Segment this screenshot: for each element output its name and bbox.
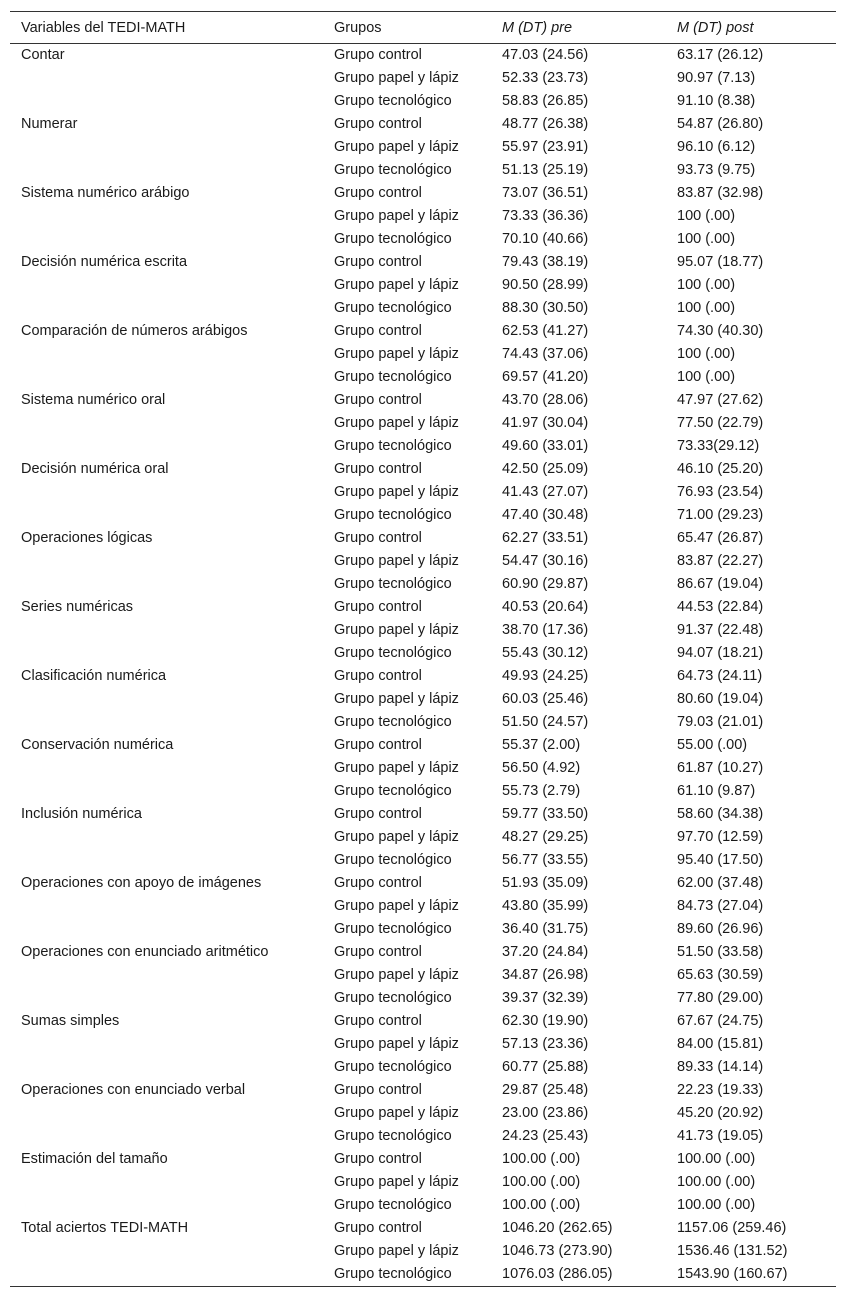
table-row [10,573,836,596]
table-row [10,504,836,527]
variable-name-cell [10,1263,323,1287]
pre-value-cell: 48.77 (26.38) [502,116,589,132]
pre-value-cell: 73.33 (36.36) [502,208,589,224]
table-row [10,803,836,826]
variable-name-cell: Operaciones con apoyo de imágenes [21,875,262,891]
post-value-cell: 100.00 (.00) [677,1197,756,1213]
post-value-cell: 91.37 (22.48) [677,622,764,638]
pre-value-cell: 1046.73 (273.90) [502,1243,613,1259]
pre-value-cell: 41.97 (30.04) [502,415,589,431]
table-row [10,941,836,964]
variable-name-cell [10,1125,323,1148]
post-value-cell: 90.97 (7.13) [677,70,756,86]
pre-value-cell: 48.27 (29.25) [502,829,589,845]
group-cell: Grupo papel y lápiz [334,1105,459,1121]
table-row [10,849,836,872]
group-cell: Grupo control [334,1220,422,1236]
pre-value-cell: 41.43 (27.07) [502,484,589,500]
group-cell: Grupo tecnológico [334,714,452,730]
group-cell: Grupo papel y lápiz [334,691,459,707]
post-value-cell: 1157.06 (259.46) [677,1220,787,1236]
group-cell: Grupo papel y lápiz [334,967,459,983]
post-value-cell: 97.70 (12.59) [677,829,764,845]
table-row [10,895,836,918]
table-row [10,389,836,412]
variable-name-cell: Numerar [21,116,78,132]
pre-value-cell: 51.93 (35.09) [502,875,589,891]
table-row [10,550,836,573]
post-value-cell: 95.07 (18.77) [677,254,764,270]
table-header [10,12,836,44]
group-cell: Grupo papel y lápiz [334,829,459,845]
variable-name-cell: Operaciones con enunciado verbal [21,1082,246,1098]
table-row [10,90,836,113]
variable-name-cell [10,481,323,504]
table-row [10,1171,836,1194]
group-cell: Grupo tecnológico [334,1266,452,1282]
post-value-cell: 100 (.00) [677,277,736,293]
variable-name-cell [10,1194,323,1217]
variable-name-cell: Comparación de números arábigos [21,323,248,339]
group-cell: Grupo control [334,875,422,891]
header-variable: Variables del TEDI-MATH [21,19,186,36]
post-value-cell: 1543.90 (160.67) [677,1266,788,1282]
group-cell: Grupo papel y lápiz [334,1036,459,1052]
pre-value-cell: 58.83 (26.85) [502,93,589,109]
post-value-cell: 74.30 (40.30) [677,323,764,339]
table-row [10,826,836,849]
post-value-cell: 89.60 (26.96) [677,921,764,937]
variable-name-cell [10,1102,323,1125]
group-cell: Grupo papel y lápiz [334,70,459,86]
pre-value-cell: 56.77 (33.55) [502,852,589,868]
variable-name-cell [10,159,323,182]
post-value-cell: 41.73 (19.05) [677,1128,764,1144]
variable-name-cell [10,619,323,642]
post-value-cell: 77.50 (22.79) [677,415,764,431]
group-cell: Grupo tecnológico [334,507,452,523]
variable-name-cell [10,67,323,90]
pre-value-cell: 60.90 (29.87) [502,576,589,592]
post-value-cell: 61.87 (10.27) [677,760,764,776]
post-value-cell: 65.63 (30.59) [677,967,764,983]
post-value-cell: 100 (.00) [677,346,736,362]
table-row [10,527,836,550]
variable-name-cell: Operaciones lógicas [21,530,153,546]
pre-value-cell: 55.37 (2.00) [502,737,581,753]
post-value-cell: 94.07 (18.21) [677,645,764,661]
group-cell: Grupo control [334,668,422,684]
variable-name-cell: Series numéricas [21,599,134,615]
group-cell: Grupo control [334,530,422,546]
post-value-cell: 54.87 (26.80) [677,116,764,132]
post-value-cell: 51.50 (33.58) [677,944,764,960]
variable-name-cell [10,849,323,872]
post-value-cell: 47.97 (27.62) [677,392,764,408]
pre-value-cell: 40.53 (20.64) [502,599,589,615]
table-row [10,1033,836,1056]
table-row [10,1079,836,1102]
variable-name-cell: Sistema numérico arábigo [21,185,190,201]
table-row [10,435,836,458]
group-cell: Grupo papel y lápiz [334,622,459,638]
table-row [10,274,836,297]
group-cell: Grupo tecnológico [334,576,452,592]
table-row [10,458,836,481]
post-value-cell: 100 (.00) [677,300,736,316]
table-row [10,596,836,619]
variable-name-cell: Decisión numérica oral [21,461,169,477]
header-post: M (DT) post [677,19,754,36]
pre-value-cell: 100.00 (.00) [502,1174,581,1190]
pre-value-cell: 43.70 (28.06) [502,392,589,408]
table-row [10,205,836,228]
post-value-cell: 89.33 (14.14) [677,1059,764,1075]
post-value-cell: 96.10 (6.12) [677,139,756,155]
variable-name-cell: Decisión numérica escrita [21,254,188,270]
pre-value-cell: 60.77 (25.88) [502,1059,589,1075]
variable-name-cell [10,757,323,780]
variable-name-cell [10,90,323,113]
group-cell: Grupo tecnológico [334,921,452,937]
variable-name-cell [10,780,323,803]
variable-name-cell: Estimación del tamaño [21,1151,168,1167]
variable-name-cell [10,573,323,596]
variable-name-cell [10,274,323,297]
variable-name-cell [10,1240,323,1263]
group-cell: Grupo tecnológico [334,231,452,247]
variable-name-cell [10,1033,323,1056]
post-value-cell: 100.00 (.00) [677,1174,756,1190]
group-cell: Grupo tecnológico [334,93,452,109]
post-value-cell: 100 (.00) [677,208,736,224]
variable-name-cell [10,228,323,251]
post-value-cell: 55.00 (.00) [677,737,748,753]
group-cell: Grupo control [334,1151,422,1167]
pre-value-cell: 38.70 (17.36) [502,622,589,638]
group-cell: Grupo control [334,116,422,132]
group-cell: Grupo control [334,1013,422,1029]
pre-value-cell: 43.80 (35.99) [502,898,589,914]
variable-name-cell: Operaciones con enunciado aritmético [21,944,269,960]
post-value-cell: 79.03 (21.01) [677,714,764,730]
variable-name-cell [10,412,323,435]
variable-name-cell [10,435,323,458]
pre-value-cell: 55.43 (30.12) [502,645,589,661]
table-row [10,1056,836,1079]
post-value-cell: 84.00 (15.81) [677,1036,764,1052]
post-value-cell: 86.67 (19.04) [677,576,764,592]
variable-name-cell [10,205,323,228]
pre-value-cell: 54.47 (30.16) [502,553,589,569]
post-value-cell: 62.00 (37.48) [677,875,764,891]
variable-name-cell [10,895,323,918]
pre-value-cell: 51.50 (24.57) [502,714,589,730]
group-cell: Grupo papel y lápiz [334,415,459,431]
table-row [10,366,836,389]
pre-value-cell: 37.20 (24.84) [502,944,589,960]
pre-value-cell: 69.57 (41.20) [502,369,589,385]
header-pre: M (DT) pre [502,19,573,36]
pre-value-cell: 36.40 (31.75) [502,921,589,937]
group-cell: Grupo tecnológico [334,645,452,661]
group-cell: Grupo tecnológico [334,162,452,178]
post-value-cell: 61.10 (9.87) [677,783,756,799]
post-value-cell: 65.47 (26.87) [677,530,764,546]
variable-name-cell [10,642,323,665]
group-cell: Grupo papel y lápiz [334,898,459,914]
post-value-cell: 83.87 (32.98) [677,185,764,201]
table-row [10,1240,836,1263]
pre-value-cell: 49.93 (24.25) [502,668,589,684]
table-row [10,67,836,90]
variable-name-cell [10,688,323,711]
table-row [10,757,836,780]
variable-name-cell [10,297,323,320]
group-cell: Grupo papel y lápiz [334,484,459,500]
group-cell: Grupo control [334,461,422,477]
table-row [10,918,836,941]
group-cell: Grupo papel y lápiz [334,277,459,293]
group-cell: Grupo control [334,944,422,960]
group-cell: Grupo papel y lápiz [334,1174,459,1190]
group-cell: Grupo tecnológico [334,783,452,799]
group-cell: Grupo tecnológico [334,852,452,868]
table-row [10,1125,836,1148]
group-cell: Grupo papel y lápiz [334,208,459,224]
table-row [10,964,836,987]
table-row [10,343,836,366]
variable-name-cell: Conservación numérica [21,737,174,753]
table-row [10,1102,836,1125]
table-row [10,711,836,734]
pre-value-cell: 55.73 (2.79) [502,783,581,799]
pre-value-cell: 42.50 (25.09) [502,461,589,477]
pre-value-cell: 62.53 (41.27) [502,323,589,339]
post-value-cell: 22.23 (19.33) [677,1082,764,1098]
group-cell: Grupo tecnológico [334,1059,452,1075]
variable-name-cell [10,987,323,1010]
variable-name-cell [10,550,323,573]
table-body [10,44,836,1287]
table-row [10,872,836,895]
table-row [10,1217,836,1240]
table-row [10,251,836,274]
group-cell: Grupo control [334,185,422,201]
variable-name-cell [10,826,323,849]
header-row [10,12,836,44]
results-table-container [10,11,836,1287]
group-cell: Grupo control [334,806,422,822]
variable-name-cell [10,1171,323,1194]
post-value-cell: 77.80 (29.00) [677,990,764,1006]
table-row [10,665,836,688]
post-value-cell: 44.53 (22.84) [677,599,764,615]
pre-value-cell: 52.33 (23.73) [502,70,589,86]
post-value-cell: 76.93 (23.54) [677,484,764,500]
pre-value-cell: 88.30 (30.50) [502,300,589,316]
pre-value-cell: 39.37 (32.39) [502,990,589,1006]
group-cell: Grupo tecnológico [334,369,452,385]
pre-value-cell: 90.50 (28.99) [502,277,589,293]
post-value-cell: 67.67 (24.75) [677,1013,764,1029]
pre-value-cell: 23.00 (23.86) [502,1105,589,1121]
table-row [10,159,836,182]
table-row [10,780,836,803]
post-value-cell: 73.33(29.12) [677,438,760,454]
post-value-cell: 84.73 (27.04) [677,898,764,914]
group-cell: Grupo tecnológico [334,1197,452,1213]
post-value-cell: 80.60 (19.04) [677,691,764,707]
post-value-cell: 58.60 (34.38) [677,806,764,822]
pre-value-cell: 56.50 (4.92) [502,760,581,776]
post-value-cell: 100 (.00) [677,369,736,385]
pre-value-cell: 47.03 (24.56) [502,47,589,63]
group-cell: Grupo control [334,47,422,63]
group-cell: Grupo control [334,737,422,753]
table-row [10,297,836,320]
variable-name-cell [10,343,323,366]
variable-name-cell [10,136,323,159]
variable-name-cell: Sumas simples [21,1013,120,1029]
table-row [10,1148,836,1171]
variable-name-cell [10,366,323,389]
post-value-cell: 46.10 (25.20) [677,461,764,477]
pre-value-cell: 1076.03 (286.05) [502,1266,613,1282]
post-value-cell: 71.00 (29.23) [677,507,764,523]
pre-value-cell: 79.43 (38.19) [502,254,589,270]
variable-name-cell: Clasificación numérica [21,668,167,684]
post-value-cell: 91.10 (8.38) [677,93,756,109]
table-row [10,1194,836,1217]
group-cell: Grupo papel y lápiz [334,760,459,776]
variable-name-cell [10,711,323,734]
post-value-cell: 83.87 (22.27) [677,553,764,569]
table-row [10,113,836,136]
variable-name-cell [10,918,323,941]
post-value-cell: 63.17 (26.12) [677,47,764,63]
pre-value-cell: 49.60 (33.01) [502,438,589,454]
post-value-cell: 100 (.00) [677,231,736,247]
pre-value-cell: 74.43 (37.06) [502,346,589,362]
pre-value-cell: 29.87 (25.48) [502,1082,589,1098]
pre-value-cell: 55.97 (23.91) [502,139,589,155]
header-group: Grupos [334,19,382,36]
post-value-cell: 95.40 (17.50) [677,852,764,868]
group-cell: Grupo papel y lápiz [334,346,459,362]
pre-value-cell: 1046.20 (262.65) [502,1220,613,1236]
variable-name-cell: Sistema numérico oral [21,392,166,408]
pre-value-cell: 60.03 (25.46) [502,691,589,707]
table-row [10,1010,836,1033]
table-row [10,320,836,343]
post-value-cell: 64.73 (24.11) [677,668,763,684]
table-row [10,734,836,757]
pre-value-cell: 34.87 (26.98) [502,967,589,983]
variable-name-cell: Total aciertos TEDI-MATH [21,1220,189,1236]
variable-name-cell [10,964,323,987]
pre-value-cell: 73.07 (36.51) [502,185,589,201]
variable-name-cell: Inclusión numérica [21,806,142,822]
pre-value-cell: 100.00 (.00) [502,1197,581,1213]
group-cell: Grupo papel y lápiz [334,139,459,155]
pre-value-cell: 62.30 (19.90) [502,1013,589,1029]
table-row [10,642,836,665]
post-value-cell: 100.00 (.00) [677,1151,756,1167]
table-row [10,44,836,68]
variable-name-cell [10,504,323,527]
group-cell: Grupo control [334,254,422,270]
table-row [10,412,836,435]
pre-value-cell: 57.13 (23.36) [502,1036,589,1052]
table-row [10,182,836,205]
group-cell: Grupo control [334,392,422,408]
table-row [10,987,836,1010]
group-cell: Grupo tecnológico [334,438,452,454]
table-row [10,1263,836,1287]
group-cell: Grupo control [334,1082,422,1098]
group-cell: Grupo papel y lápiz [334,553,459,569]
variable-name-cell: Contar [21,47,65,63]
pre-value-cell: 70.10 (40.66) [502,231,589,247]
pre-value-cell: 51.13 (25.19) [502,162,589,178]
group-cell: Grupo tecnológico [334,300,452,316]
group-cell: Grupo tecnológico [334,1128,452,1144]
group-cell: Grupo tecnológico [334,990,452,1006]
pre-value-cell: 47.40 (30.48) [502,507,589,523]
variable-name-cell [10,1056,323,1079]
table-row [10,688,836,711]
table-row [10,619,836,642]
pre-value-cell: 62.27 (33.51) [502,530,589,546]
post-value-cell: 45.20 (20.92) [677,1105,764,1121]
group-cell: Grupo control [334,323,422,339]
table-row [10,136,836,159]
table-row [10,228,836,251]
pre-value-cell: 100.00 (.00) [502,1151,581,1167]
group-cell: Grupo papel y lápiz [334,1243,459,1259]
post-value-cell: 93.73 (9.75) [677,162,756,178]
results-table [10,11,836,1287]
post-value-cell: 1536.46 (131.52) [677,1243,788,1259]
group-cell: Grupo control [334,599,422,615]
table-row [10,481,836,504]
pre-value-cell: 24.23 (25.43) [502,1128,589,1144]
pre-value-cell: 59.77 (33.50) [502,806,589,822]
